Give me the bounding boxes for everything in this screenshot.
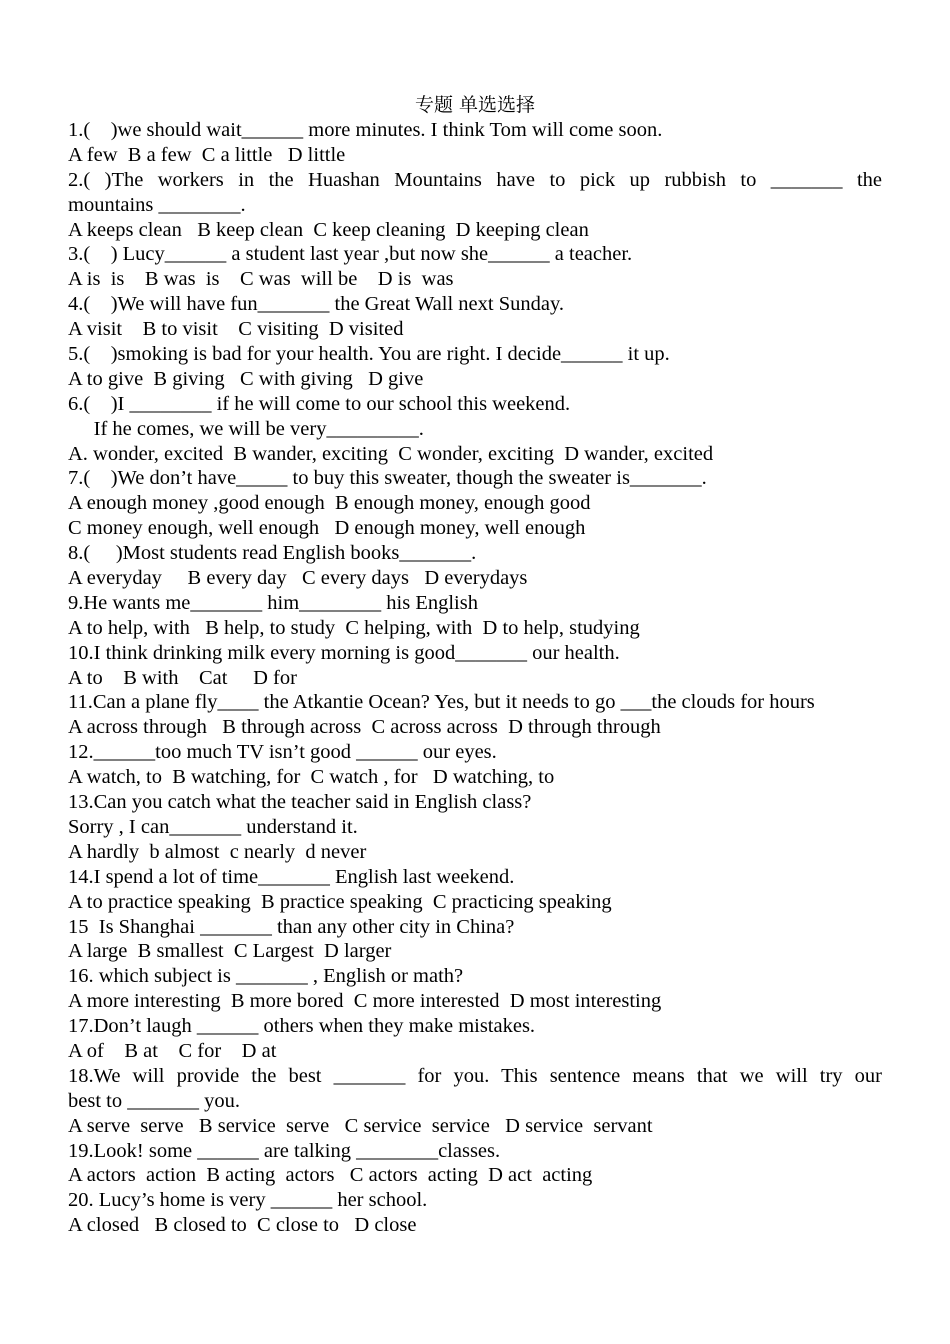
- question-18: 18.We will provide the best _______ for you. This sentence means that we will try our: [68, 1064, 882, 1087]
- question-15: 15 Is Shanghai _______ than any other city in China?: [68, 915, 515, 938]
- options-7b: C money enough, well enough D enough money, well enough: [68, 517, 586, 540]
- options-10: A to B with Cat D for: [68, 666, 297, 689]
- question-7: 7.( )We don’t have_____ to buy this sweater, though the sweater is_______.: [68, 467, 707, 490]
- options-9: A to help, with B help, to study C helping, with D to help, studying: [68, 616, 640, 639]
- question-6-cont: If he comes, we will be very_________.: [68, 417, 424, 440]
- options-2: A keeps clean B keep clean C keep cleaning D keeping clean: [68, 218, 589, 241]
- options-4: A visit B to visit C visiting D visited: [68, 318, 404, 341]
- question-17: 17.Don’t laugh ______ others when they make mistakes.: [68, 1015, 536, 1038]
- question-14: 14.I spend a lot of time_______ English last weekend.: [68, 865, 515, 888]
- question-1: 1.( )we should wait______ more minutes. I think Tom will come soon.: [68, 119, 663, 141]
- options-14: A to practice speaking B practice speaking C practicing speaking: [68, 890, 612, 913]
- question-13-cont: Sorry , I can_______ understand it.: [68, 815, 358, 838]
- options-8: A everyday B every day C every days D everydays: [68, 567, 528, 590]
- question-10: 10.I think drinking milk every morning is good_______ our health.: [68, 641, 620, 664]
- options-17: A of B at C for D at: [68, 1039, 277, 1062]
- document-page: [68, 92, 882, 1238]
- options-6: A. wonder, excited B wander, exciting C wonder, exciting D wander, excited: [68, 442, 714, 465]
- options-11: A across through B through across C across across D through through: [68, 716, 661, 739]
- question-8: 8.( )Most students read English books_______.: [68, 542, 477, 565]
- question-19: 19.Look! some ______ are talking ________classes.: [68, 1139, 501, 1162]
- options-19: A actors action B acting actors C actors acting D act acting: [68, 1164, 593, 1187]
- page-title: 专题 单选选择: [414, 94, 536, 116]
- options-7a: A enough money ,good enough B enough money, enough good: [68, 492, 591, 515]
- question-2-cont: mountains ________.: [68, 193, 246, 216]
- options-16: A more interesting B more bored C more interested D most interesting: [68, 990, 662, 1013]
- question-12: 12.______too much TV isn’t good ______ our eyes.: [68, 741, 497, 764]
- question-11: 11.Can a plane fly____ the Atkantie Ocean? Yes, but it needs to go ___the clouds for hours: [68, 691, 815, 714]
- options-3: A is is B was is C was will be D is was: [68, 268, 454, 291]
- question-6: 6.( )I ________ if he will come to our school this weekend.: [68, 392, 571, 415]
- options-13: A hardly b almost c nearly d never: [68, 840, 367, 863]
- question-16: 16. which subject is _______ , English or math?: [68, 965, 464, 988]
- question-2: 2.( )The workers in the Huashan Mountains have to pick up rubbish to _______ the: [68, 168, 882, 191]
- options-5: A to give B giving C with giving D give: [68, 367, 424, 390]
- question-3: 3.( ) Lucy______ a student last year ,but now she______ a teacher.: [68, 243, 633, 266]
- options-15: A large B smallest C Largest D larger: [68, 940, 392, 963]
- question-9: 9.He wants me_______ him________ his English: [68, 591, 478, 614]
- options-12: A watch, to B watching, for C watch , for D watching, to: [68, 766, 555, 789]
- options-1: A few B a few C a little D little: [68, 143, 346, 166]
- question-20: 20. Lucy’s home is very ______ her school.: [68, 1189, 428, 1212]
- question-18-cont: best to _______ you.: [68, 1089, 240, 1112]
- options-18: A serve serve B service serve C service service D service servant: [68, 1114, 653, 1137]
- question-4: 4.( )We will have fun_______ the Great Wall next Sunday.: [68, 293, 564, 316]
- question-5: 5.( )smoking is bad for your health. You are right. I decide______ it up.: [68, 343, 670, 366]
- question-13: 13.Can you catch what the teacher said in English class?: [68, 791, 532, 814]
- options-20: A closed B closed to C close to D close: [68, 1214, 417, 1237]
